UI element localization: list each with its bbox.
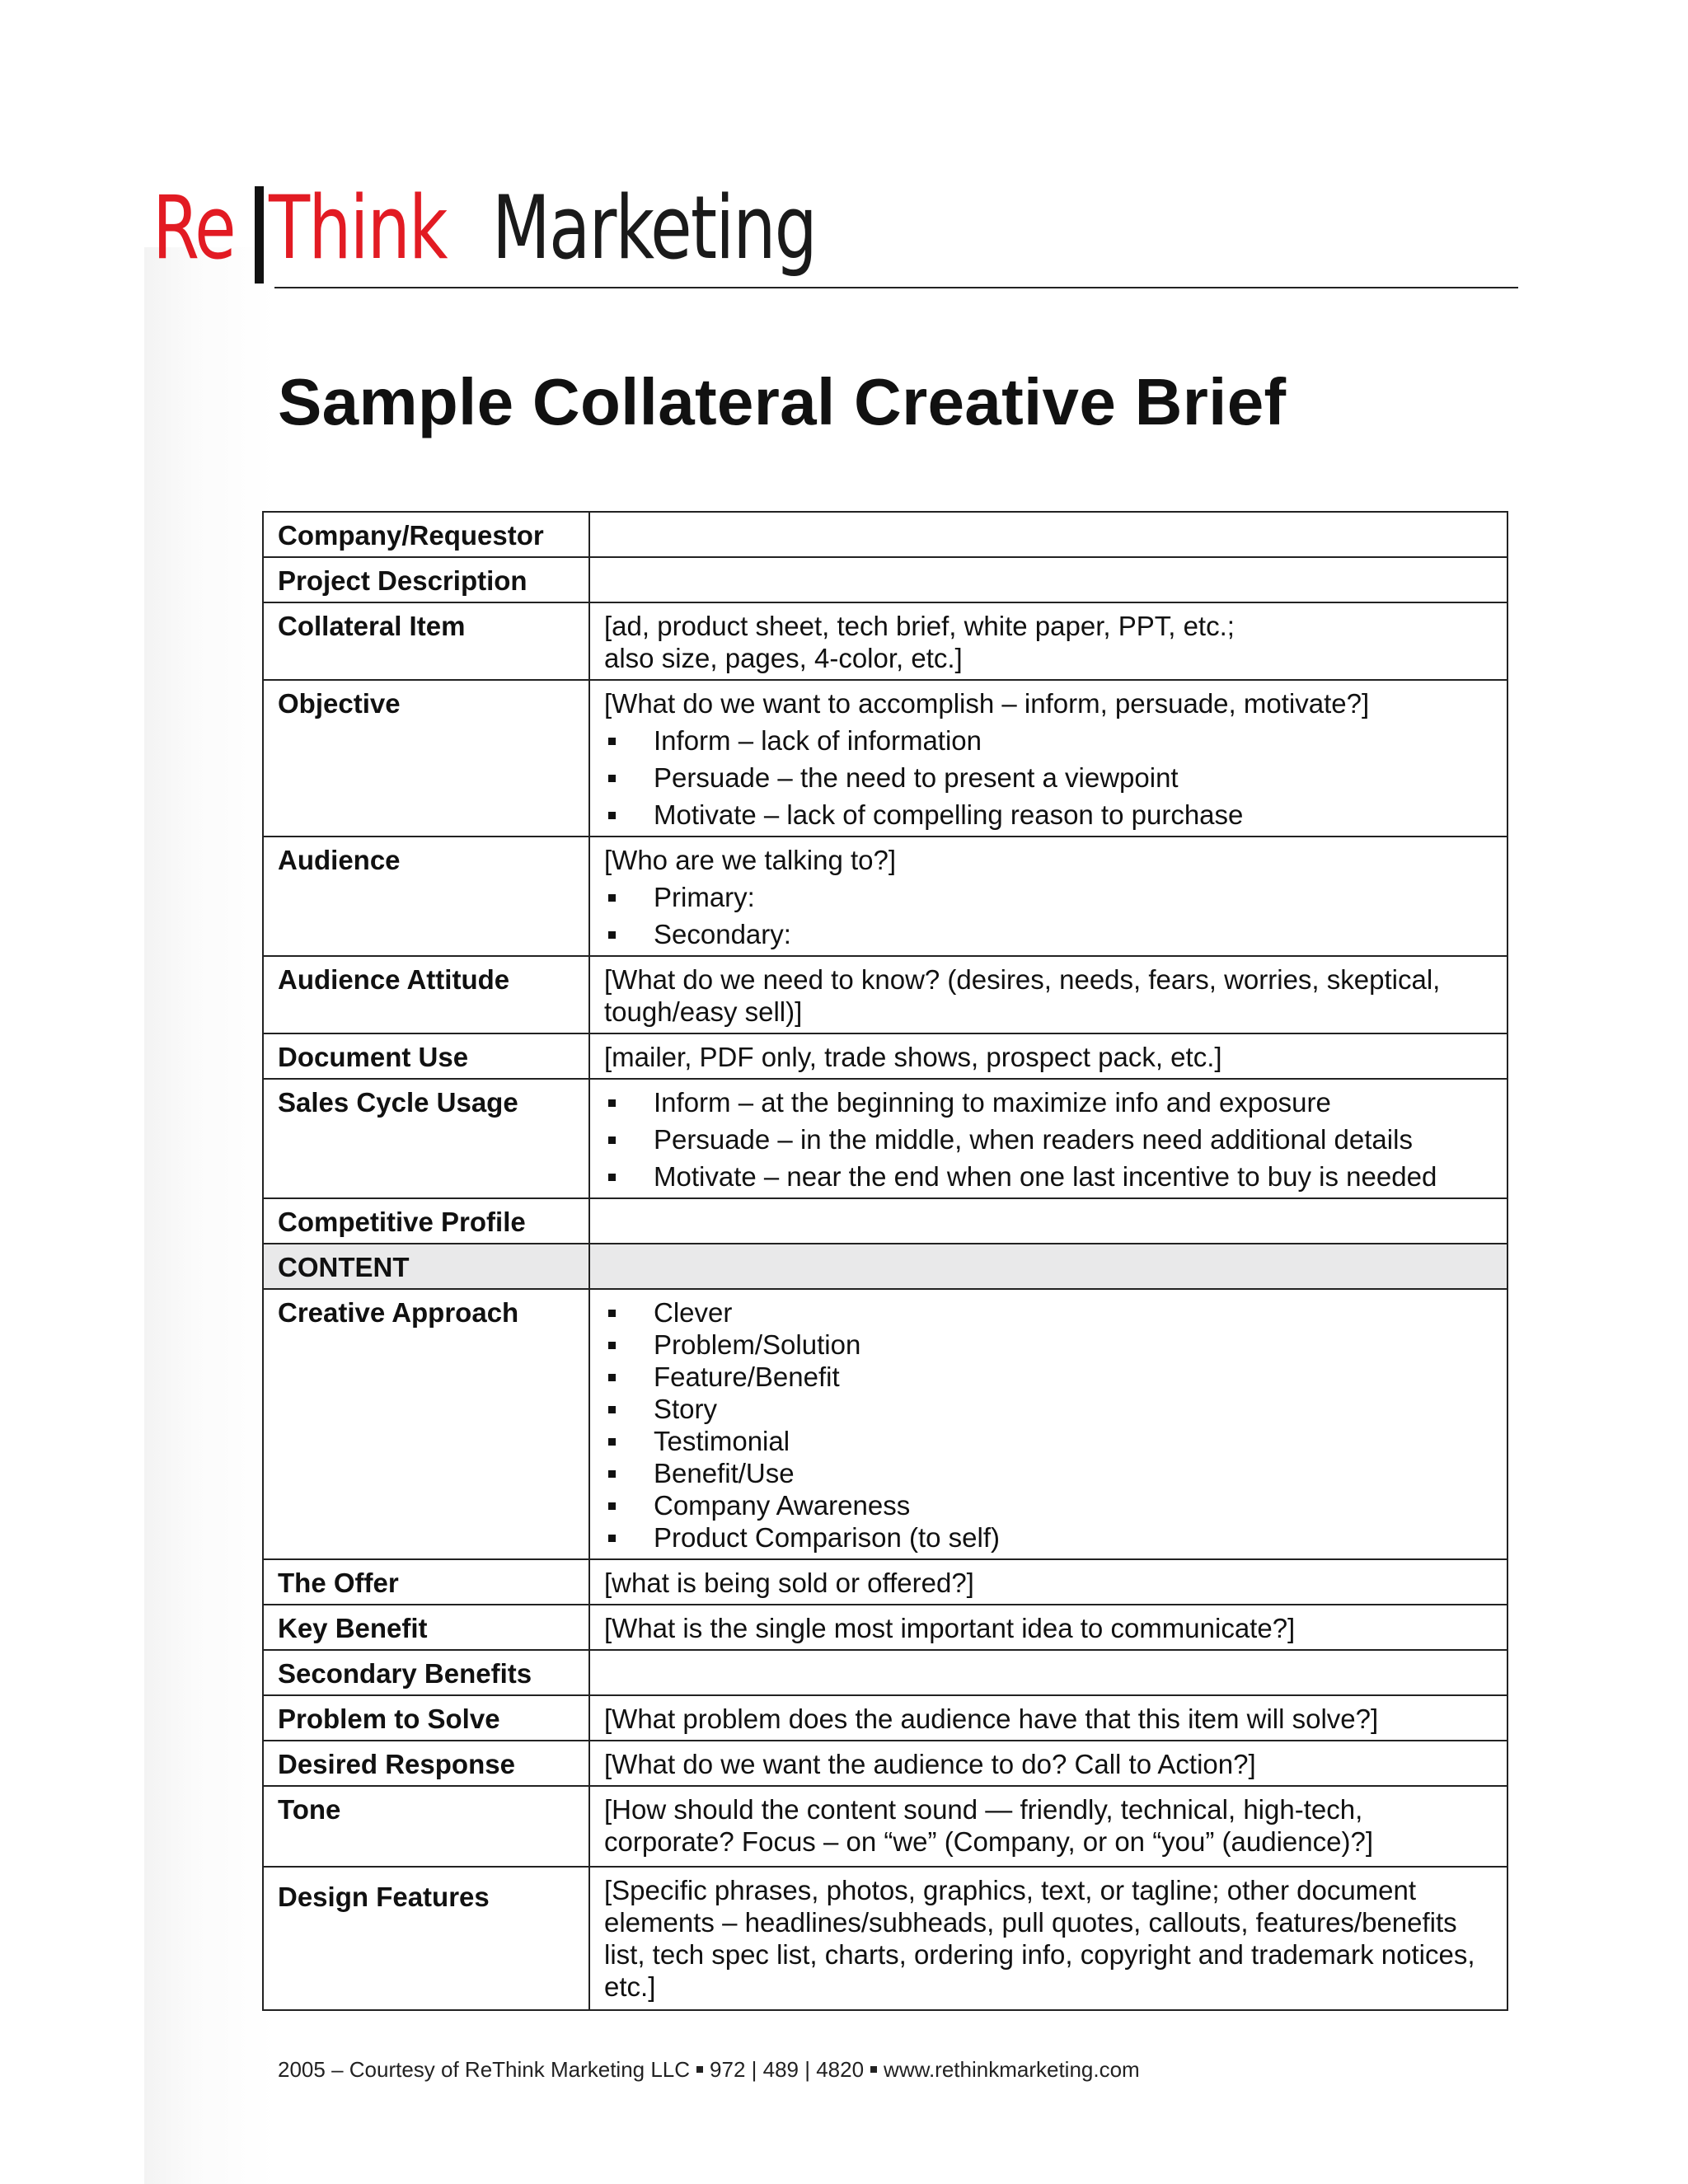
row-label: Creative Approach — [263, 1289, 589, 1559]
row-value — [589, 837, 1507, 956]
row-value — [589, 680, 1507, 837]
section-label: CONTENT — [263, 1244, 589, 1289]
row-label: Desired Response — [263, 1741, 589, 1786]
logo-marketing: Marketing — [492, 177, 817, 279]
list-item: Secondary: — [604, 918, 1493, 950]
table-row — [263, 1650, 1507, 1695]
logo-divider — [255, 186, 264, 284]
bullet-separator-icon — [696, 2066, 703, 2073]
row-label: Document Use — [263, 1033, 589, 1079]
table-row — [263, 1741, 1507, 1786]
list-item: Benefit/Use — [604, 1457, 1493, 1489]
bullet-list — [604, 881, 1493, 950]
value-text: [What do we want to accomplish – inform, persuade, motivate?] — [604, 688, 1370, 719]
table-row — [263, 837, 1507, 956]
list-item: Persuade – the need to present a viewpoint — [604, 762, 1493, 794]
creative-brief-table — [262, 511, 1508, 2011]
table-row — [263, 512, 1507, 557]
table-row — [263, 1079, 1507, 1198]
row-label: Project Description — [263, 557, 589, 602]
row-label: Audience Attitude — [263, 956, 589, 1033]
footer-website: www.rethinkmarketing.com — [884, 2057, 1140, 2082]
list-item: Product Comparison (to self) — [604, 1521, 1493, 1554]
table-row — [263, 1605, 1507, 1650]
row-value: [mailer, PDF only, trade shows, prospect pack, etc.] — [589, 1033, 1507, 1079]
row-value: [What do we need to know? (desires, needs, fears, worries, skeptical, tough/easy sell)] — [589, 956, 1507, 1033]
row-value — [589, 1198, 1507, 1244]
row-label: Secondary Benefits — [263, 1650, 589, 1695]
value-line: [How should the content sound — friendly, technical, high-tech, — [604, 1794, 1363, 1825]
row-value — [589, 1079, 1507, 1198]
page-footer — [278, 2057, 1140, 2083]
value-line: corporate? Focus – on “we” (Company, or on “you” (audience)?] — [604, 1826, 1373, 1857]
row-value — [589, 512, 1507, 557]
row-label: Sales Cycle Usage — [263, 1079, 589, 1198]
value-line: also size, pages, 4-color, etc.] — [604, 643, 963, 673]
row-value: [What do we want the audience to do? Call to Action?] — [589, 1741, 1507, 1786]
row-label: Objective — [263, 680, 589, 837]
bullet-list — [604, 724, 1493, 831]
row-label: The Offer — [263, 1559, 589, 1605]
row-value: [what is being sold or offered?] — [589, 1559, 1507, 1605]
footer-credit: 2005 – Courtesy of ReThink Marketing LLC — [278, 2057, 691, 2082]
table-row — [263, 956, 1507, 1033]
row-value — [589, 1244, 1507, 1289]
table-row — [263, 1289, 1507, 1559]
row-value — [589, 1786, 1507, 1867]
bullet-list — [604, 1296, 1493, 1554]
list-item: Clever — [604, 1296, 1493, 1329]
footer-phone: 972 | 489 | 4820 — [710, 2057, 865, 2082]
list-item: Inform – lack of information — [604, 724, 1493, 757]
section-header-row — [263, 1244, 1507, 1289]
list-item: Problem/Solution — [604, 1329, 1493, 1361]
row-label: Competitive Profile — [263, 1198, 589, 1244]
row-value — [589, 602, 1507, 680]
row-label: Collateral Item — [263, 602, 589, 680]
list-item: Testimonial — [604, 1425, 1493, 1457]
table-row — [263, 1033, 1507, 1079]
row-label: Audience — [263, 837, 589, 956]
logo-think: Think — [269, 177, 447, 279]
list-item: Persuade – in the middle, when readers need additional details — [604, 1123, 1493, 1155]
list-item: Feature/Benefit — [604, 1361, 1493, 1393]
row-value — [589, 1650, 1507, 1695]
list-item: Motivate – lack of compelling reason to purchase — [604, 799, 1493, 831]
list-item: Inform – at the beginning to maximize info and exposure — [604, 1086, 1493, 1118]
logo-re: Re — [152, 177, 235, 279]
row-label: Company/Requestor — [263, 512, 589, 557]
list-item: Company Awareness — [604, 1489, 1493, 1521]
row-label: Key Benefit — [263, 1605, 589, 1650]
value-text: [Who are we talking to?] — [604, 845, 897, 875]
header-divider — [274, 287, 1518, 288]
table-row — [263, 680, 1507, 837]
row-label: Design Features — [263, 1867, 589, 2010]
list-item: Story — [604, 1393, 1493, 1425]
list-item: Primary: — [604, 881, 1493, 913]
bullet-separator-icon — [870, 2066, 877, 2073]
table-row — [263, 1559, 1507, 1605]
row-value — [589, 1289, 1507, 1559]
value-line: [ad, product sheet, tech brief, white paper, PPT, etc.; — [604, 611, 1235, 641]
row-value: [Specific phrases, photos, graphics, text, or tagline; other document elements – headlines/subheads, pull quotes, callouts, features/benefits list, tech spec list, charts, ordering info, copyright and trademark notices, etc.] — [589, 1867, 1507, 2010]
table-row — [263, 602, 1507, 680]
table-row — [263, 1198, 1507, 1244]
table-row — [263, 1786, 1507, 1867]
row-value: [What is the single most important idea to communicate?] — [589, 1605, 1507, 1650]
row-label: Tone — [263, 1786, 589, 1867]
row-value: [What problem does the audience have that this item will solve?] — [589, 1695, 1507, 1741]
row-label: Problem to Solve — [263, 1695, 589, 1741]
document-title: Sample Collateral Creative Brief — [278, 365, 1287, 438]
bullet-list — [604, 1086, 1493, 1193]
company-logo — [152, 157, 869, 279]
row-value — [589, 557, 1507, 602]
table-row — [263, 1695, 1507, 1741]
table-row — [263, 557, 1507, 602]
table-row — [263, 1867, 1507, 2010]
list-item: Motivate – near the end when one last incentive to buy is needed — [604, 1160, 1493, 1193]
